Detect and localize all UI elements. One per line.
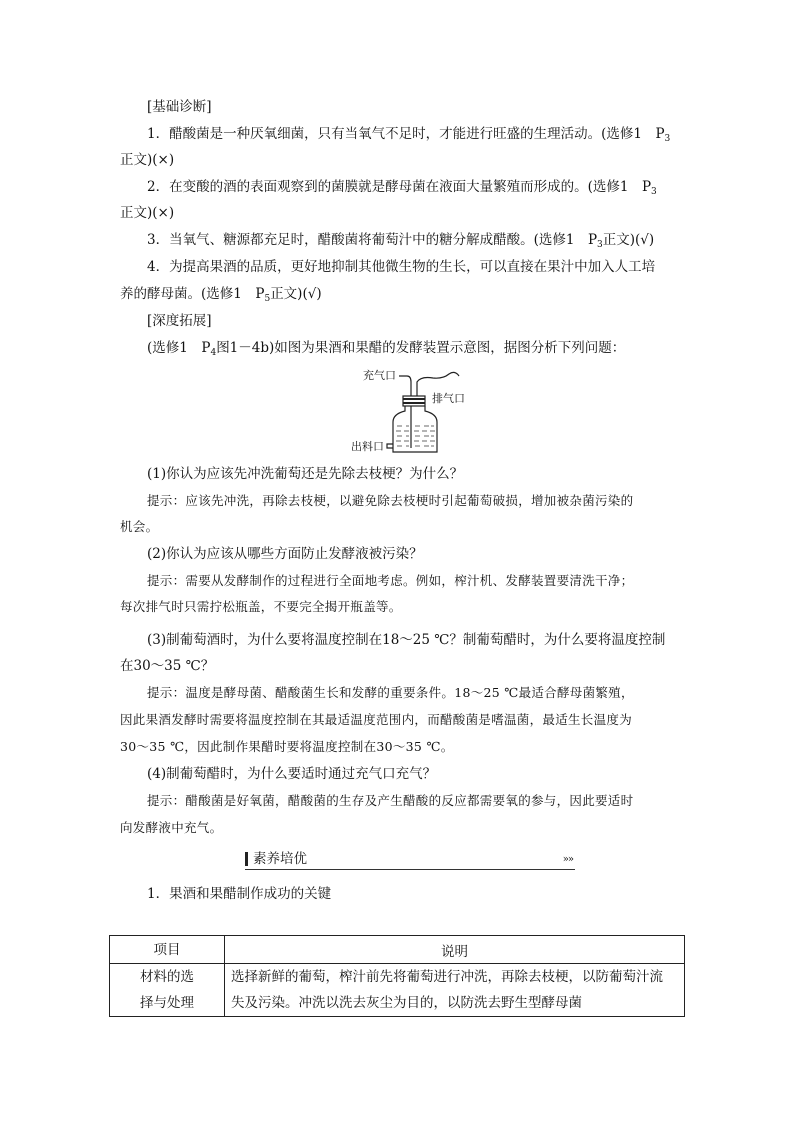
deep-q2: (2)你认为应该从哪些方面防止发酵液被污染？: [147, 546, 423, 562]
basic-q4-page-sub: 5: [264, 294, 271, 304]
basic-q3-end: 正文)(√): [602, 232, 655, 248]
deep-extension-header: [深度拓展]: [147, 313, 212, 329]
basic-q2-page-sub: 3: [651, 187, 657, 197]
deep-a3-line1: 提示：温度是酵母菌、醋酸菌生长和发酵的重要条件。18～25 ℃最适合酵母菌繁殖，: [147, 685, 634, 700]
table-header-description: 说明: [225, 936, 685, 964]
exhaust-label: 排气口: [432, 392, 465, 405]
deep-intro-text: (选修1 P: [147, 340, 211, 356]
deep-q1: (1)你认为应该先冲洗葡萄还是先除去枝梗？为什么？: [147, 466, 464, 482]
deep-a2-line2: 每次排气时只需拧松瓶盖，不要完全揭开瓶盖等。: [120, 599, 402, 614]
banner-rule: [245, 869, 575, 870]
chevrons-icon: »»: [562, 854, 573, 865]
outlet-label: 出料口: [351, 440, 384, 453]
deep-a4-line1: 提示：醋酸菌是好氧菌，醋酸菌的生存及产生醋酸的反应都需要氧的参与，因此要适时: [147, 793, 634, 808]
table-cell-item: [110, 964, 225, 1017]
basic-q1-text: 1．醋酸菌是一种厌氧细菌，只有当氧气不足时，才能进行旺盛的生理活动。(选修1 P: [147, 126, 665, 142]
basic-q3-line: [147, 231, 654, 254]
table-cell-description: [225, 964, 685, 1017]
basic-q3-text: 3．当氧气、糖源都充足时，醋酸菌将葡萄汁中的糖分解成醋酸。(选修1 P: [147, 232, 598, 248]
deep-q3-line1: (3)制葡萄酒时，为什么要将温度控制在18～25 ℃？制葡萄醋时，为什么要将温度控制: [147, 632, 666, 648]
deep-a1-line2: 机会。: [120, 519, 159, 534]
deep-a4-line2: 向发酵液中充气。: [120, 820, 223, 835]
deep-intro-end: 图1－4b)如图为果酒和果醋的发酵装置示意图，据图分析下列问题：: [216, 340, 626, 356]
basic-q2-text: 2．在变酸的酒的表面观察到的菌膜就是酵母菌在液面大量繁殖而形成的。(选修1 P: [147, 179, 652, 195]
banner-title: 素养培优: [253, 851, 307, 867]
deep-a1-line1: 提示：应该先冲洗，再除去枝梗，以避免除去枝梗时引起葡萄破损，增加被杂菌污染的: [147, 493, 634, 508]
deep-a3-line3: 30～35 ℃，因此制作果醋时要将温度控制在30～35 ℃。: [120, 739, 454, 754]
desc-line2: 失及污染。冲洗以洗去灰尘为目的，以防洗去野生型酵母菌: [231, 995, 582, 1011]
deep-a3-line2: 因此果酒发酵时需要将温度控制在其最适温度范围内，而醋酸菌是嗜温菌，最适生长温度为: [120, 712, 633, 727]
section1-heading: 1．果酒和果醋制作成功的关键: [147, 886, 332, 902]
desc-line1: 选择新鲜的葡萄，榨汁前先将葡萄进行冲洗，再除去枝梗，以防葡萄汁流: [231, 969, 663, 985]
basic-q1-page-sub: 3: [664, 134, 671, 144]
deep-q3-line2: 在30～35 ℃？: [120, 658, 215, 674]
banner-bar: [245, 852, 248, 866]
basic-q4-text: 养的酵母菌。(选修1 P: [120, 286, 265, 302]
basic-q4-end: 正文)(√): [270, 286, 322, 302]
basic-q2-line2: 正文)(×): [120, 205, 175, 221]
fermentation-apparatus-diagram: [351, 364, 483, 456]
deep-intro-page-sub: 4: [210, 348, 217, 358]
basic-diagnosis-header: [基础诊断]: [147, 99, 212, 115]
basic-q1-line1: [147, 125, 670, 148]
inlet-label: 充气口: [363, 369, 396, 382]
item-line2: 择与处理: [140, 995, 194, 1011]
table-header-row: [110, 936, 685, 964]
table-row: [110, 964, 685, 1017]
basic-q4-line2: [120, 285, 322, 308]
table-header-item: 项目: [110, 936, 225, 964]
deep-a2-line1: 提示：需要从发酵制作的过程进行全面地考虑。例如，榨汁机、发酵装置要清洗干净；: [147, 573, 634, 588]
item-line1: 材料的选: [140, 969, 194, 985]
key-points-table: [109, 935, 685, 1017]
basic-q1-line2: 正文)(×): [120, 152, 175, 168]
deep-q4: (4)制葡萄醋时，为什么要适时通过充气口充气？: [147, 766, 437, 782]
section-banner: [245, 850, 575, 870]
deep-intro: [147, 339, 625, 362]
basic-q4-line1: 4．为提高果酒的品质，更好地抑制其他微生物的生长，可以直接在果汁中加入人工培: [147, 259, 656, 275]
basic-q3-page-sub: 3: [597, 240, 603, 250]
basic-q2-line1: [147, 178, 657, 201]
bottle-drawing: [363, 364, 483, 456]
